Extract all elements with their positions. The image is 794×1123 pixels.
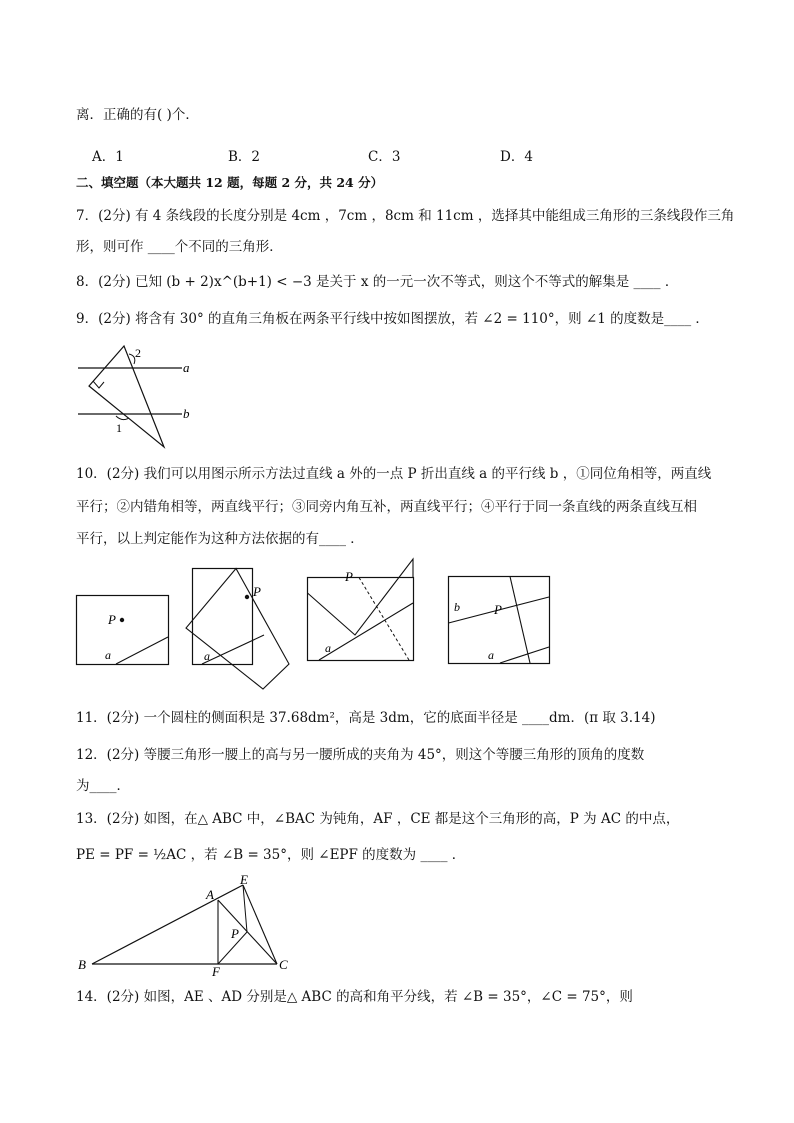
label-a: a (204, 649, 210, 663)
q10-line3: 平行，以上判定能作为这种方法依据的有____ ． (76, 531, 364, 547)
label-P: P (253, 584, 261, 599)
label-1: 1 (116, 421, 122, 435)
q6-option-b[interactable]: B．2 (228, 149, 261, 165)
q10-figure-1 (76, 595, 170, 667)
q10-line2: 平行；②内错角相等，两直线平行；③同旁内角互补，两直线平行；④平行于同一条直线的两条直线互相 (76, 499, 697, 515)
label-2: 2 (135, 346, 141, 360)
label-a: a (488, 648, 494, 662)
q6-tail: 离．正确的有( )个． (76, 107, 199, 123)
q14-line1: 14．(2分) 如图，AE 、AD 分别是△ ABC 的高和角平分线，若 ∠B = 35°，∠C = 75°，则 (76, 989, 633, 1005)
q6-option-c[interactable]: C．3 (368, 149, 401, 165)
q9-figure (74, 342, 204, 454)
label-F: F (212, 964, 220, 979)
label-a: a (183, 360, 190, 375)
label-P: P (345, 569, 353, 584)
label-P: P (231, 926, 239, 941)
q13-line2: PE = PF = ½AC ，若 ∠B = 35°，则 ∠EPF 的度数为 ____ ． (76, 847, 466, 863)
q6-option-d[interactable]: D．4 (500, 149, 533, 165)
label-a: a (105, 648, 111, 662)
label-P: P (494, 602, 502, 617)
label-a: a (325, 641, 331, 655)
label-b: b (183, 406, 190, 421)
q12-line2: 为____． (76, 778, 130, 794)
q13-figure (72, 872, 298, 978)
q7-line2: 形，则可作 ____个不同的三角形． (76, 239, 283, 255)
label-b: b (454, 600, 460, 614)
label-E: E (240, 872, 248, 887)
right-angle-mark (93, 381, 104, 388)
q8-line1: 8．(2分) 已知 (b + 2)x^(b+1) < −3 是关于 x 的一元一次不等式，则这个不等式的解集是 ____ ． (76, 274, 679, 290)
q13-line1: 13．(2分) 如图，在△ ABC 中，∠BAC 为钝角，AF ，CE 都是这个三角形的高，P 为 AC 的中点， (76, 811, 680, 827)
label-P: P (108, 612, 116, 627)
q10-figure-2 (184, 567, 294, 691)
label-B: B (78, 957, 86, 972)
q10-figure-4 (448, 576, 552, 666)
q9-line1: 9．(2分) 将含有 30° 的直角三角板在两条平行线中按如图摆放，若 ∠2 = 110°，则 ∠1 的度数是____ ． (76, 311, 709, 327)
q10-figure-3 (305, 557, 417, 663)
angle-2-arc (129, 354, 135, 364)
q10-line1: 10．(2分) 我们可以用图示所示方法过直线 a 外的一点 P 折出直线 a 的平行线 b ，①同位角相等，两直线 (76, 466, 712, 482)
q11-line1: 11．(2分) 一个圆柱的侧面积是 37.68dm²，高是 3dm，它的底面半径是 ____dm．(π 取 3.14) (76, 710, 656, 726)
q6-option-a[interactable]: A．1 (92, 149, 124, 165)
section-title: 二、填空题（本大题共 12 题，每题 2 分，共 24 分） (76, 175, 384, 190)
q7-line1: 7．(2分) 有 4 条线段的长度分别是 4cm ，7cm ，8cm 和 11cm ，选择其中能组成三角形的三条线段作三角 (76, 208, 735, 224)
q12-line1: 12．(2分) 等腰三角形一腰上的高与另一腰所成的夹角为 45°，则这个等腰三角形的顶角的度数 (76, 747, 645, 763)
triangle-ruler (89, 346, 164, 447)
label-A: A (206, 887, 214, 902)
label-C: C (279, 957, 288, 972)
